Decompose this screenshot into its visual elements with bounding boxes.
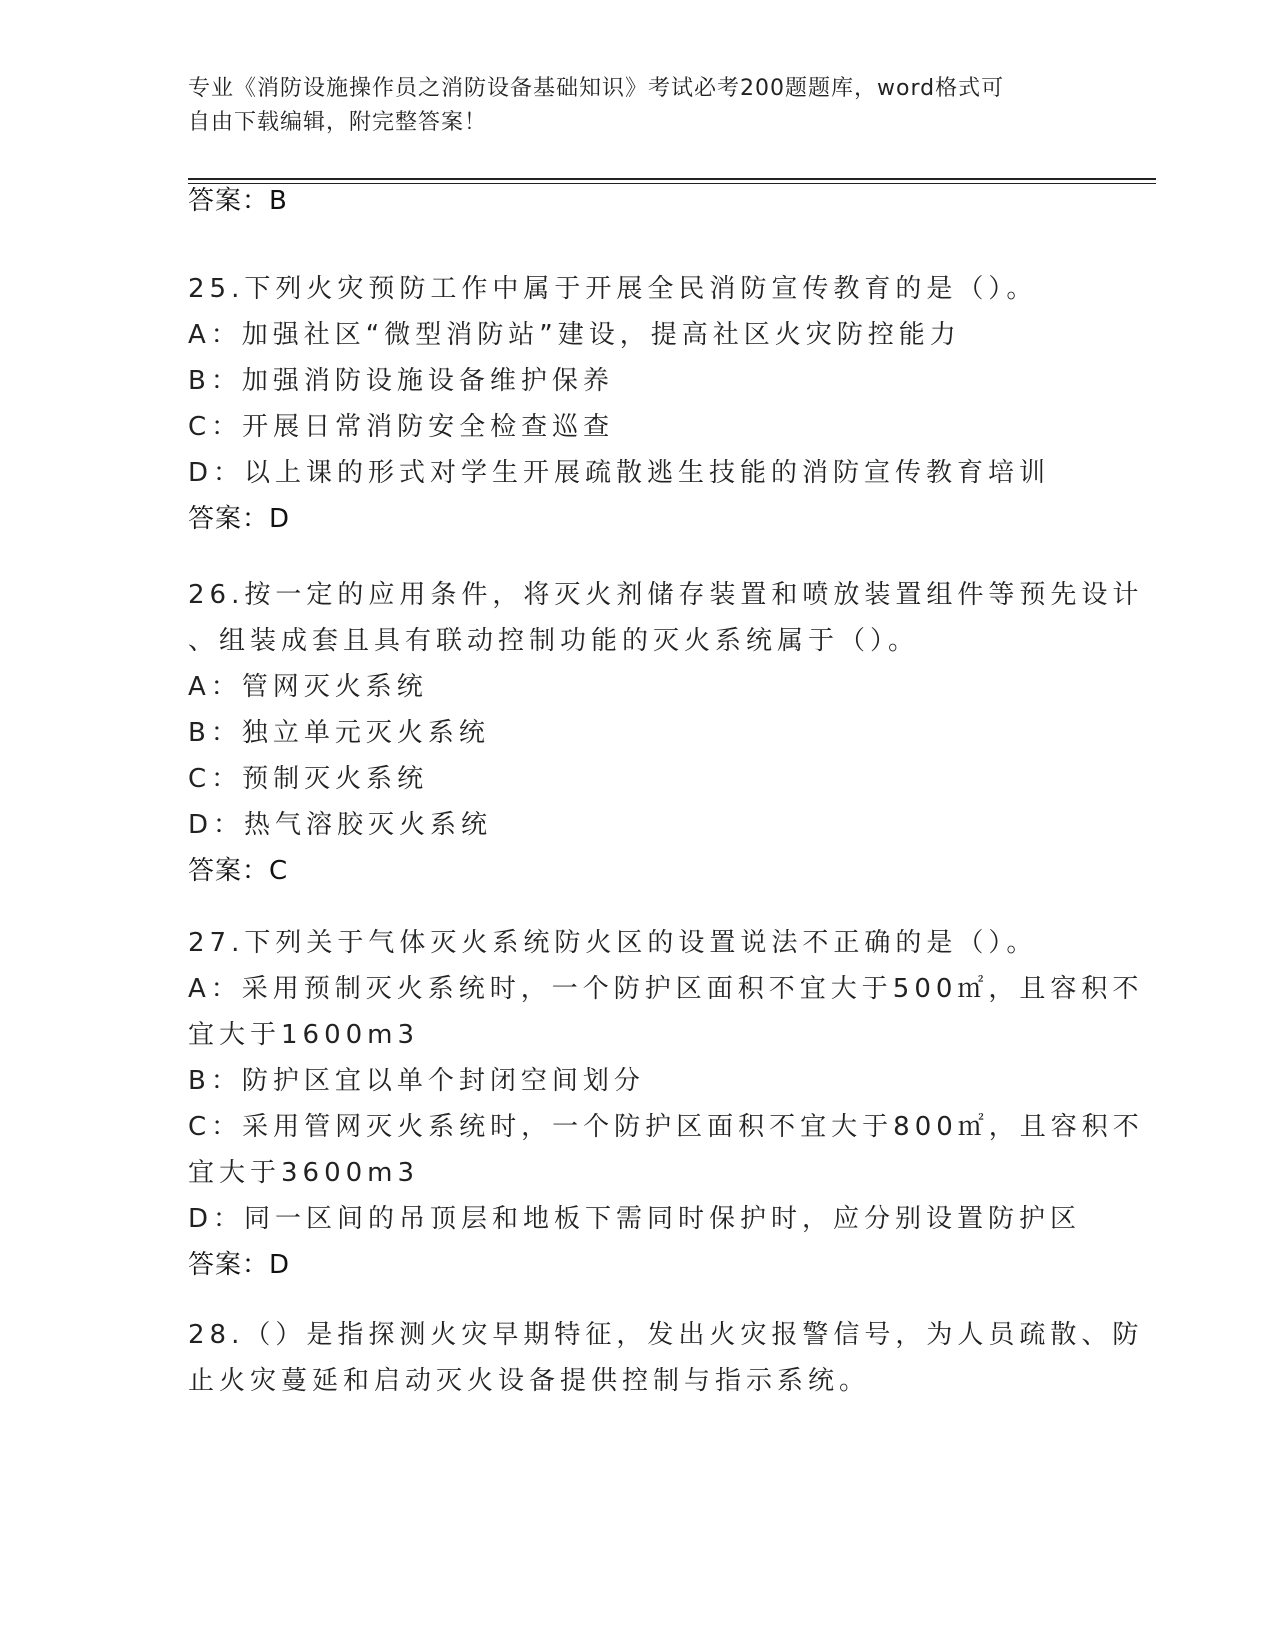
option-c: C：开展日常消防安全检查巡查 <box>188 412 615 442</box>
question-25 <box>188 266 1088 542</box>
option-a: A：管网灭火系统 <box>188 672 428 702</box>
option-a-line-2: 宜大于1600m3 <box>188 1020 420 1050</box>
question-26 <box>188 572 1144 894</box>
question-stem-line-1: 28.（）是指探测火灾早期特征，发出火灾报警信号，为人员疏散、防 <box>188 1320 1144 1350</box>
answer-label: 答案：D <box>188 1250 291 1280</box>
question-stem-line-1: 26.按一定的应用条件，将灭火剂储存装置和喷放装置组件等预先设计 <box>188 580 1144 610</box>
question-stem: 25.下列火灾预防工作中属于开展全民消防宣传教育的是（）。 <box>188 274 1038 304</box>
question-stem-line-2: 、组装成套且具有联动控制功能的灭火系统属于（）。 <box>188 626 920 656</box>
previous-question-answer-block <box>188 178 1088 224</box>
answer-label: 答案：C <box>188 856 289 886</box>
option-c: C：预制灭火系统 <box>188 764 429 794</box>
option-b: B：加强消防设施设备维护保养 <box>188 366 614 396</box>
document-header <box>188 72 1068 140</box>
option-d: D：同一区间的吊顶层和地板下需同时保护时，应分别设置防护区 <box>188 1204 1082 1234</box>
question-28 <box>188 1312 1144 1404</box>
question-stem-line-2: 止火灾蔓延和启动灭火设备提供控制与指示系统。 <box>188 1366 871 1396</box>
header-line-2: 自由下载编辑，附完整答案！ <box>188 110 488 135</box>
answer-label: 答案：B <box>188 186 288 216</box>
option-d: D：以上课的形式对学生开展疏散逃生技能的消防宣传教育培训 <box>188 458 1051 488</box>
option-c-line-1: C：采用管网灭火系统时，一个防护区面积不宜大于800㎡，且容积不 <box>188 1112 1144 1142</box>
header-line-1: 专业《消防设施操作员之消防设备基础知识》考试必考200题题库，word格式可 <box>188 76 1005 101</box>
option-d: D：热气溶胶灭火系统 <box>188 810 493 840</box>
answer-label: 答案：D <box>188 504 291 534</box>
option-a: A：加强社区“微型消防站”建设，提高社区火灾防控能力 <box>188 320 961 350</box>
option-b: B：独立单元灭火系统 <box>188 718 490 748</box>
option-b: B：防护区宜以单个封闭空间划分 <box>188 1066 645 1096</box>
question-stem: 27.下列关于气体灭火系统防火区的设置说法不正确的是（）。 <box>188 928 1038 958</box>
option-c-line-2: 宜大于3600m3 <box>188 1158 420 1188</box>
option-a-line-1: A：采用预制灭火系统时，一个防护区面积不宜大于500㎡，且容积不 <box>188 974 1144 1004</box>
question-27 <box>188 920 1144 1288</box>
